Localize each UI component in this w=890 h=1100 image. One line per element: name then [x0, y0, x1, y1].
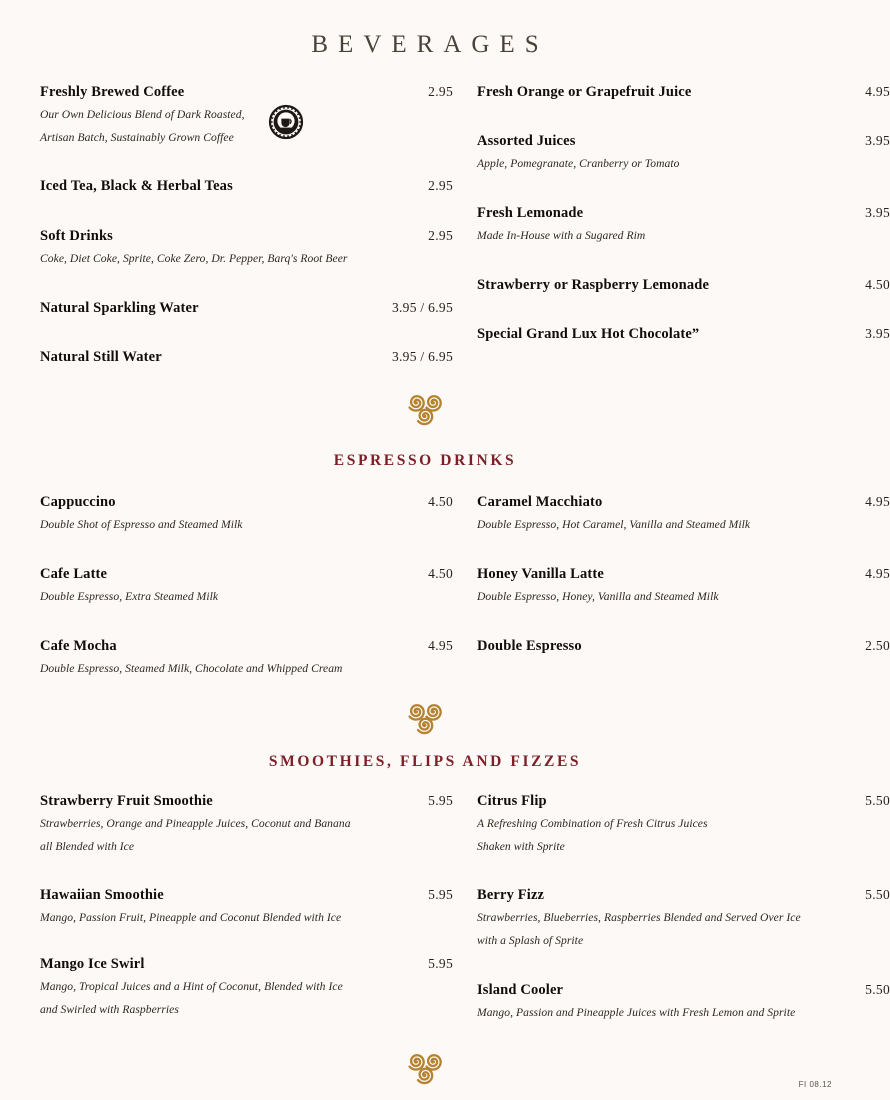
menu-item-name: Cafe Mocha — [40, 638, 117, 654]
menu-item-description — [40, 976, 453, 1021]
menu-item — [40, 228, 453, 271]
menu-item-description — [40, 813, 453, 858]
menu-item — [40, 178, 453, 195]
menu-item-price: 2.95 — [428, 84, 453, 99]
menu-item-name: Assorted Juices — [477, 133, 576, 149]
menu-item — [40, 956, 453, 1021]
menu-item-description-line: Apple, Pomegranate, Cranberry or Tomato — [477, 157, 680, 170]
menu-item-description-line: Double Espresso, Hot Caramel, Vanilla and Steamed Milk — [477, 518, 751, 531]
coffee-seal-icon — [269, 105, 303, 144]
menu-item-description-line: Strawberries, Blueberries, Raspberries Blended and Served Over Ice — [477, 911, 801, 924]
menu-item-head — [40, 638, 453, 655]
menu-item — [477, 133, 890, 176]
triple-spiral-ornament-icon — [0, 1049, 850, 1087]
menu-item-description — [40, 907, 453, 930]
menu-item-name: Caramel Macchiato — [477, 494, 603, 510]
menu-item-head — [40, 566, 453, 583]
menu-item-description — [477, 586, 890, 609]
menu-item-price: 4.95 — [865, 566, 890, 581]
menu-item-description — [477, 907, 890, 952]
menu-item-head — [477, 638, 890, 655]
menu-item-head — [477, 326, 890, 343]
menu-item-name: Strawberry or Raspberry Lemonade — [477, 277, 710, 293]
menu-item-description-line: with a Splash of Sprite — [477, 933, 584, 947]
menu-item — [477, 205, 890, 248]
menu-item-price: 2.50 — [865, 638, 890, 653]
menu-item — [477, 494, 890, 537]
menu-item-price: 4.50 — [428, 494, 453, 509]
menu-item-head — [40, 178, 453, 195]
menu-item-price: 3.95 / 6.95 — [391, 300, 453, 315]
menu-item — [477, 887, 890, 952]
menu-item-description — [40, 104, 453, 149]
menu-item-description — [477, 225, 890, 248]
menu-item-name: Hawaiian Smoothie — [40, 887, 164, 903]
menu-item — [477, 793, 890, 858]
menu-item — [477, 566, 890, 609]
menu-item-name: Fresh Orange or Grapefruit Juice — [477, 84, 692, 100]
menu-item-head — [477, 887, 890, 904]
menu-item-description — [477, 813, 890, 858]
menu-item-price: 3.95 — [865, 326, 890, 341]
menu-item-price: 5.50 — [865, 982, 890, 997]
menu-item-description — [477, 1002, 890, 1025]
menu-item-description — [477, 153, 890, 176]
menu-item-price: 4.95 — [865, 494, 890, 509]
menu-item-head — [40, 228, 453, 245]
menu-item-description-line: Double Shot of Espresso and Steamed Milk — [40, 518, 243, 531]
menu-item — [40, 494, 453, 537]
menu-item-price: 2.95 — [428, 228, 453, 243]
menu-item-head — [477, 793, 890, 810]
menu-item-price: 4.50 — [428, 566, 453, 581]
menu-item-head — [477, 205, 890, 222]
menu-item-name: Soft Drinks — [40, 228, 113, 244]
menu-item-name: Honey Vanilla Latte — [477, 566, 604, 582]
menu-item-price: 3.95 — [865, 133, 890, 148]
menu-item — [477, 326, 890, 343]
menu-item — [40, 793, 453, 858]
menu-item-description-line: Double Espresso, Honey, Vanilla and Steamed Milk — [477, 590, 719, 603]
menu-item-price: 4.50 — [865, 277, 890, 292]
menu-item-price: 5.95 — [428, 956, 453, 971]
triple-spiral-ornament-icon — [0, 699, 850, 737]
menu-item-name: Cappuccino — [40, 494, 116, 510]
footer-code: FI 08.12 — [798, 1080, 832, 1089]
menu-item-description-line: Our Own Delicious Blend of Dark Roasted, — [40, 108, 245, 121]
menu-item-price: 3.95 / 6.95 — [391, 349, 453, 364]
menu-item-price: 5.95 — [428, 887, 453, 902]
menu-item-name: Citrus Flip — [477, 793, 547, 809]
menu-item-head — [40, 300, 453, 317]
menu-item-description-line: all Blended with Ice — [40, 839, 135, 853]
menu-item — [477, 638, 890, 655]
menu-item-price: 4.95 — [865, 84, 890, 99]
menu-item-head — [477, 494, 890, 511]
menu-item-head — [40, 84, 453, 101]
menu-item-price: 5.50 — [865, 793, 890, 808]
menu-item-description-line: Shaken with Sprite — [477, 839, 565, 853]
menu-item-name: Fresh Lemonade — [477, 205, 584, 221]
menu-item-description-line: Mango, Passion and Pineapple Juices with Fresh Lemon and Sprite — [477, 1006, 796, 1019]
menu-item-name: Freshly Brewed Coffee — [40, 84, 185, 100]
menu-item-description — [477, 514, 890, 537]
menu-item — [40, 300, 453, 317]
menu-item-description-line: Double Espresso, Steamed Milk, Chocolate and Whipped Cream — [40, 662, 343, 675]
menu-item-description-line: Mango, Passion Fruit, Pineapple and Coconut Blended with Ice — [40, 911, 342, 924]
menu-item — [40, 84, 453, 149]
menu-item-description-line: Coke, Diet Coke, Sprite, Coke Zero, Dr. Pepper, Barq's Root Beer — [40, 252, 348, 265]
menu-item-description-line: Double Espresso, Extra Steamed Milk — [40, 590, 219, 603]
menu-item-description-line: A Refreshing Combination of Fresh Citrus Juices — [477, 817, 708, 830]
menu-item-name: Special Grand Lux Hot Chocolate” — [477, 326, 700, 342]
menu-item-name: Cafe Latte — [40, 566, 108, 582]
triple-spiral-ornament-icon — [0, 390, 850, 428]
section-title-smoothies-flips-fizzes: SMOOTHIES, FLIPS AND FIZZES — [268, 753, 582, 770]
menu-item-name: Berry Fizz — [477, 887, 545, 903]
page-title: BEVERAGES — [311, 31, 549, 58]
menu-item — [477, 277, 890, 294]
menu-item-head — [477, 566, 890, 583]
menu-item-head — [477, 982, 890, 999]
menu-item-name: Iced Tea, Black & Herbal Teas — [40, 178, 233, 194]
menu-item-description-line: Mango, Tropical Juices and a Hint of Coconut, Blended with Ice — [40, 980, 343, 993]
menu-item-name: Mango Ice Swirl — [40, 956, 145, 972]
menu-item-head — [40, 793, 453, 810]
section-title-espresso-drinks: ESPRESSO DRINKS — [333, 452, 517, 469]
menu-item-name: Island Cooler — [477, 982, 564, 998]
menu-item-head — [40, 887, 453, 904]
menu-item-description — [40, 514, 453, 537]
menu-item-price: 3.95 — [865, 205, 890, 220]
menu-item-head — [477, 84, 890, 101]
menu-item-description — [40, 248, 453, 271]
menu-item-name: Strawberry Fruit Smoothie — [40, 793, 213, 809]
menu-item-head — [40, 494, 453, 511]
menu-item — [40, 887, 453, 930]
menu-item-description-line: Strawberries, Orange and Pineapple Juices, Coconut and Banana — [40, 817, 351, 830]
menu-item — [477, 84, 890, 101]
menu-item-name: Natural Still Water — [40, 349, 162, 365]
menu-item-price: 5.95 — [428, 793, 453, 808]
menu-item — [477, 982, 890, 1025]
menu-item-name: Natural Sparkling Water — [40, 300, 199, 316]
menu-item-head — [40, 956, 453, 973]
menu-item-description — [40, 658, 453, 681]
menu-item — [40, 566, 453, 609]
menu-item-price: 2.95 — [428, 178, 453, 193]
menu-item — [40, 638, 453, 681]
menu-item-price: 4.95 — [428, 638, 453, 653]
menu-item-description-line: and Swirled with Raspberries — [40, 1002, 179, 1016]
menu-item-description-line: Artisan Batch, Sustainably Grown Coffee — [40, 130, 234, 144]
menu-item-head — [477, 133, 890, 150]
menu-item-head — [40, 349, 453, 366]
menu-item-name: Double Espresso — [477, 638, 582, 654]
menu-item-head — [477, 277, 890, 294]
menu-item-price: 5.50 — [865, 887, 890, 902]
menu-item — [40, 349, 453, 366]
menu-item-description-line: Made In-House with a Sugared Rim — [477, 229, 646, 242]
menu-item-description — [40, 586, 453, 609]
